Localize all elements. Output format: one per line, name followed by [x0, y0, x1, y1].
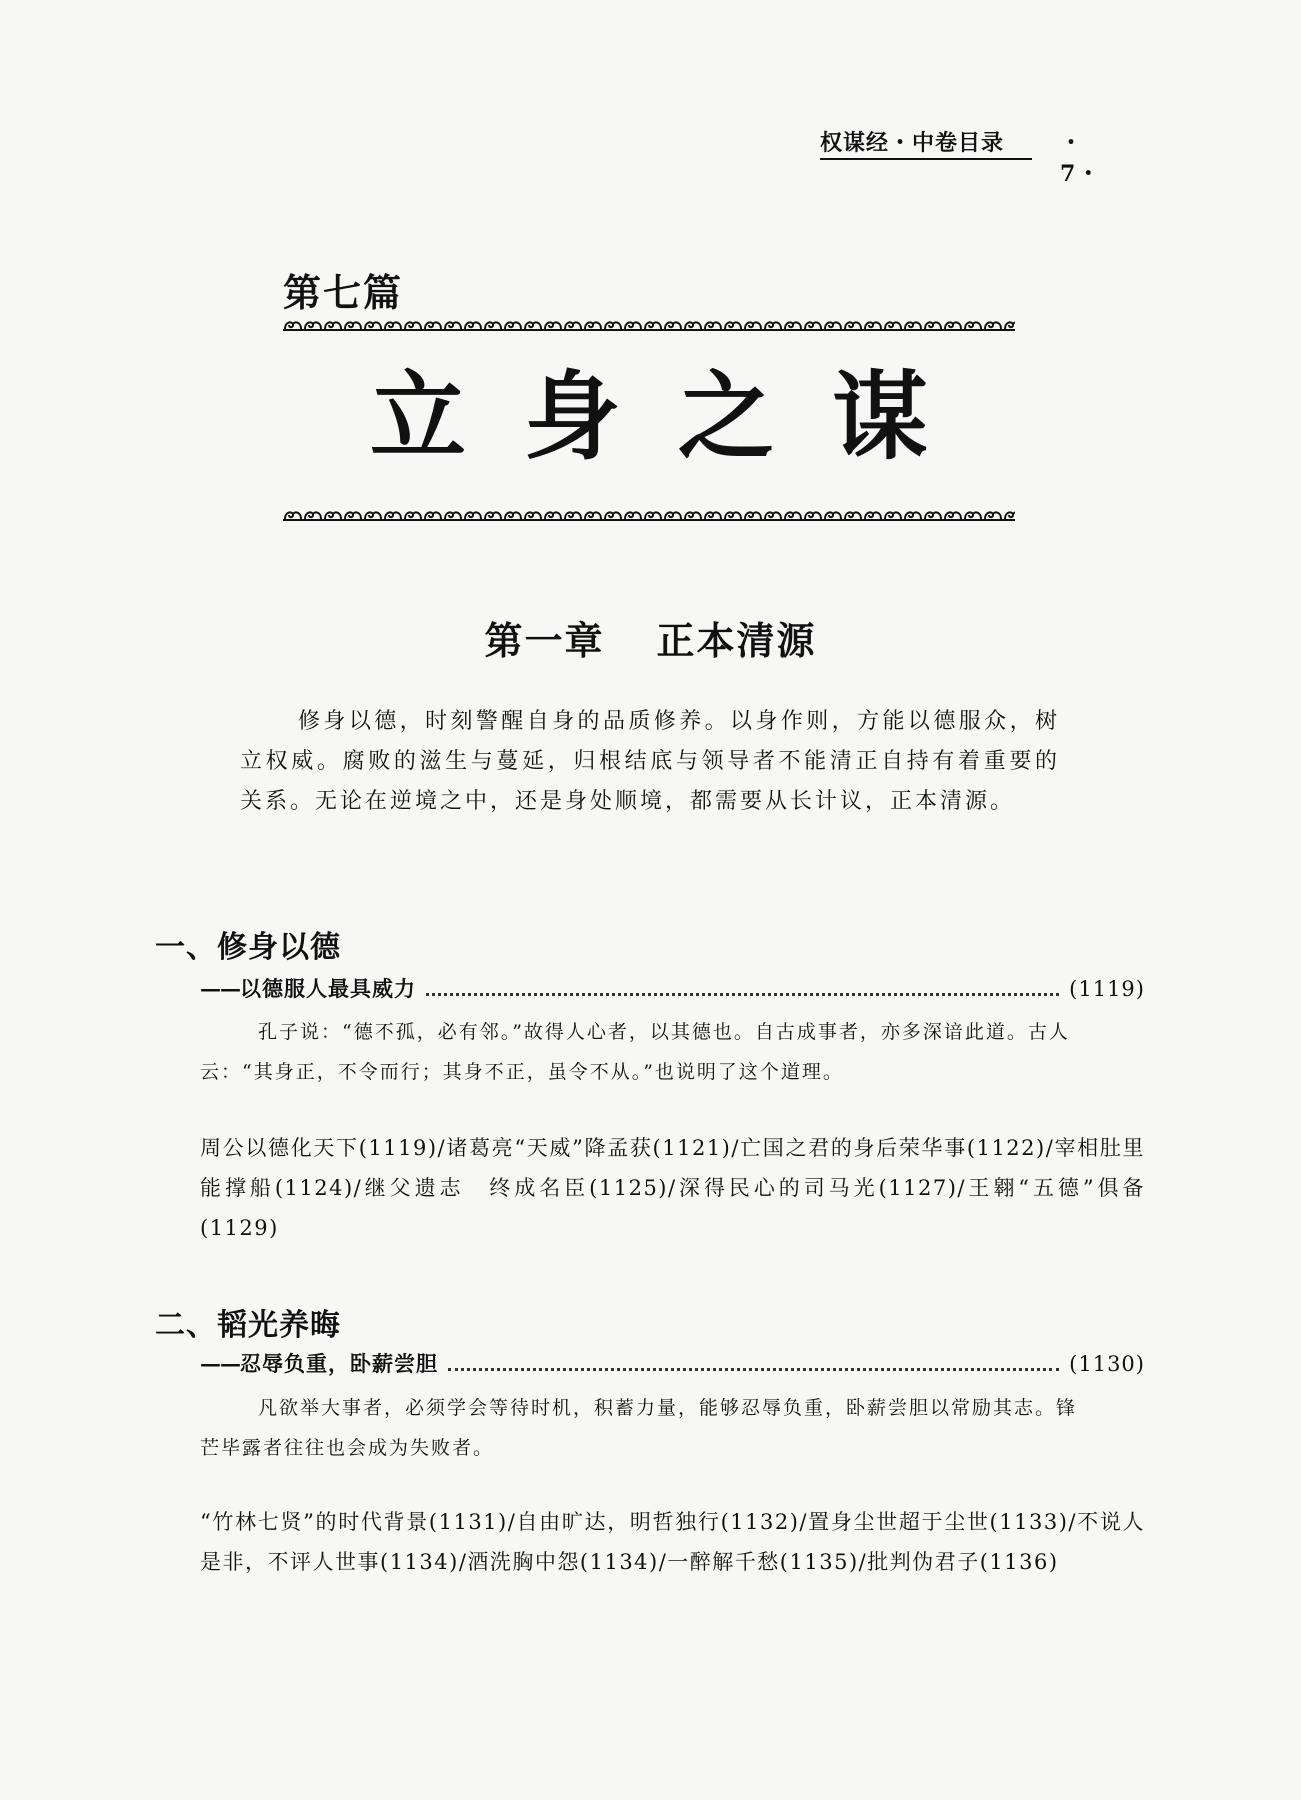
dot-leader	[426, 993, 1059, 996]
part-title: 立身之谋	[370, 360, 986, 473]
story-list: “竹林七贤”的时代背景(1131)/自由旷达，明哲独行(1132)/置身尘世超于尘世(1133)/不说人是非，不评人世事(1134)/酒洗胸中怨(1134)/一醉解千愁(1135)/批判伪君子(1136)	[200, 1510, 1145, 1574]
toc-entry[interactable]	[200, 973, 1145, 1003]
ornament-border-top	[283, 318, 1015, 332]
story-list: 周公以德化天下(1119)/诸葛亮“天威”降孟获(1121)/亡国之君的身后荣华事(1122)/宰相肚里能撑船(1124)/继父遗志 终成名臣(1125)/深得民心的司马光(1127)/王翱“五德”俱备(1129)	[200, 1136, 1145, 1240]
running-header-title: 权谋经・中卷目录	[820, 131, 1005, 156]
dot-leader	[448, 1368, 1059, 1371]
entry-dash: ——	[200, 976, 240, 1001]
running-header	[820, 126, 1120, 187]
section-heading: 一、修身以德	[155, 930, 341, 965]
ornament-border-bottom	[283, 508, 1015, 522]
section-summary: 凡欲举大事者，必须学会等待时机，积蓄力量，能够忍辱负重，卧薪尝胆以常励其志。锋芒毕露者往往也会成为失败者。	[200, 1397, 1078, 1459]
page-number: ・7・	[1060, 130, 1102, 187]
toc-entry[interactable]	[200, 1348, 1145, 1378]
chapter-name: 正本清源	[656, 618, 817, 663]
part-label: 第七篇	[283, 271, 404, 315]
chapter-number: 第一章	[484, 618, 605, 663]
entry-page-number: (1119)	[1069, 977, 1145, 1001]
entry-title: 以德服人最具威力	[240, 976, 416, 1001]
chapter-intro: 修身以德，时刻警醒自身的品质修养。以身作则，方能以德服众，树立权威。腐败的滋生与蔓延，归根结底与领导者不能清正自持有着重要的关系。无论在逆境之中，还是身处顺境，都需要从长计议，正本清源。	[240, 709, 1060, 814]
chapter-title	[0, 610, 1301, 665]
entry-dash: ——	[200, 1351, 240, 1376]
entry-title: 忍辱负重，卧薪尝胆	[240, 1351, 438, 1376]
header-rule	[820, 158, 1032, 160]
section-heading: 二、韬光养晦	[155, 1308, 341, 1343]
section-summary: 孔子说：“德不孤，必有邻。”故得人心者，以其德也。自古成事者，亦多深谙此道。古人云：“其身正，不令而行；其身不正，虽令不从。”也说明了这个道理。	[200, 1021, 1070, 1083]
entry-page-number: (1130)	[1069, 1352, 1145, 1376]
